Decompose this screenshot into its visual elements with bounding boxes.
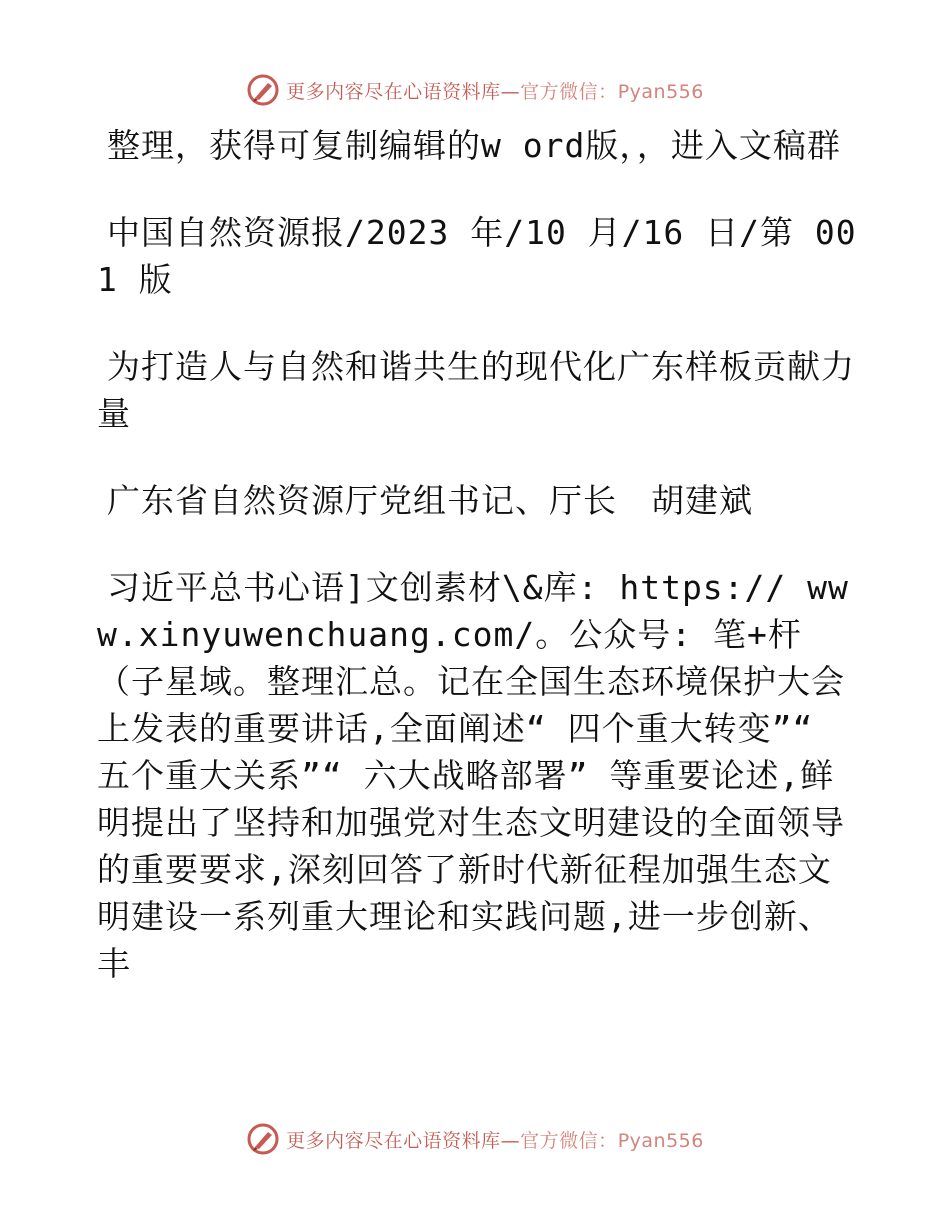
banner-wechat-id: Pyan556 (617, 80, 704, 103)
header-banner (0, 70, 950, 110)
banner-main-text: 更多内容尽在心语资料库 (286, 80, 501, 103)
doc-paragraph-author: 广东省自然资源厅党组书记、厅长 胡建斌 (107, 481, 753, 520)
pen-circle-icon (246, 1122, 280, 1156)
doc-paragraph-body: 习近平总书心语]文创素材\&库: https:// www.xinyuwenchuang.com/。公众号: 笔+杆（子星域。整理汇总。记在全国生态环境保护大会上发表的重要讲话,全面阐述“ 四个重大转变”“ 五个重大关系”“ 六大战略部署” 等重要论述,鲜明提出了坚持和加强党对生态文明建设的全面领导的重要要求,深刻回答了新时代新征程加强生态文明建设一系列重大理论和实践问题,进一步创新、丰 (97, 568, 849, 983)
banner-wechat-id: Pyan556 (617, 1129, 704, 1152)
banner-main-text: 更多内容尽在心语资料库 (286, 1129, 501, 1152)
banner-dash: — (500, 80, 521, 103)
banner-text (286, 1126, 704, 1153)
banner-wechat-label: 官方微信： (520, 80, 618, 103)
banner-wechat-label: 官方微信： (520, 1129, 618, 1152)
doc-paragraph-headline: 为打造人与自然和谐共生的现代化广东样板贡献力量 (97, 347, 855, 433)
banner-text (286, 77, 704, 104)
footer-banner (0, 1119, 950, 1159)
pen-circle-icon (246, 73, 280, 107)
doc-paragraph-intro: 整理，获得可复制编辑的w ord版，，进入文稿群 (107, 126, 841, 165)
banner-dash: — (500, 1129, 521, 1152)
doc-paragraph-source: 中国自然资源报/2023 年/10 月/16 日/第 001 版 (97, 213, 857, 299)
document-body (97, 122, 857, 987)
